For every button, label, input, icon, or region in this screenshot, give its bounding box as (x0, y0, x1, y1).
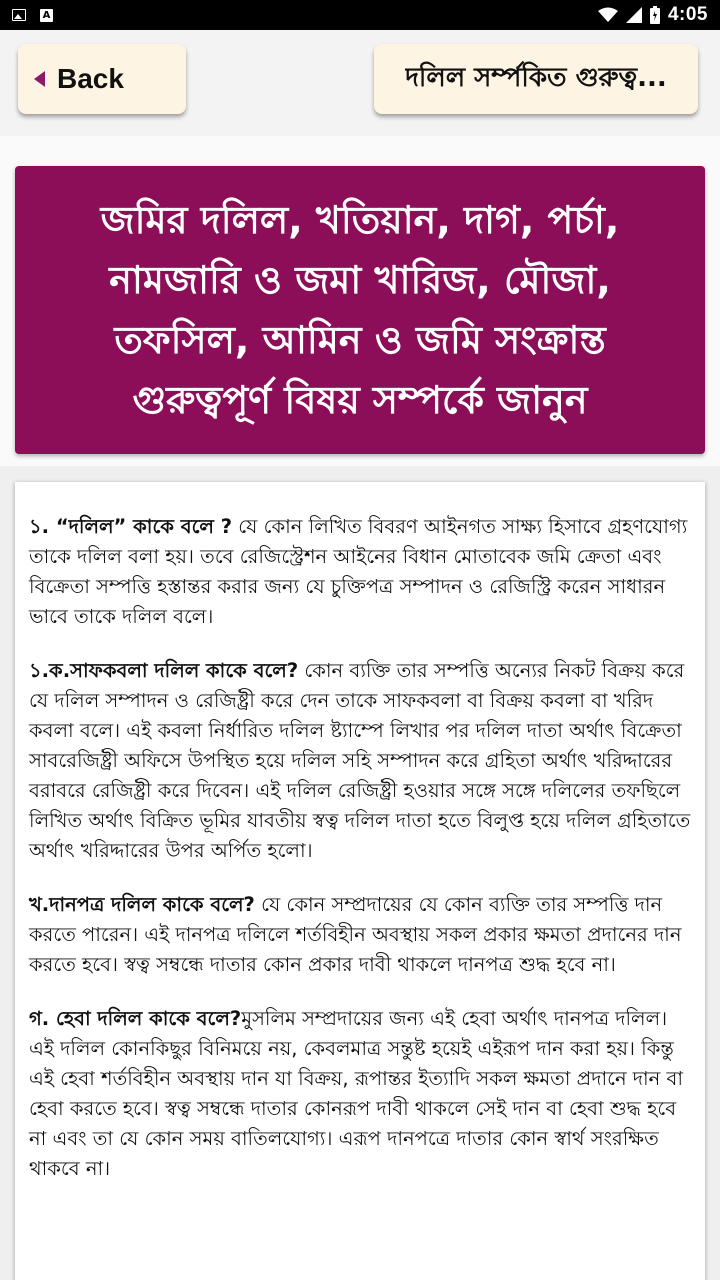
article-paragraph (29, 656, 691, 866)
page-title-button[interactable] (374, 44, 698, 114)
paragraph-body: কোন ব্যক্তি তার সম্পত্তি অন্যের নিকট বিক্রয় করে যে দলিল সম্পাদন ও রেজিষ্ট্রী করে দেন তাকে সাফকবলা বা বিক্রয় কবলা বা খরিদ কবলা বলে। এই কবলা নির্ধারিত দলিল ষ্ট্যাম্পে লিখার পর দলিল দাতা অর্থাৎ বিক্রেতা সাবরেজিষ্ট্রী অফিসে উপস্থিত হয়ে দলিল সহি সম্পাদন করে গ্রহিতা অর্থাৎ খরিদ্দারের বরাবরে রেজিষ্ট্রী করে দিবেন। এই দলিল রেজিষ্ট্রী হওয়ার সঙ্গে সঙ্গে দলিলের তফছিলে লিখিত অর্থাৎ বিক্রিত ভূমির যাবতীয় স্বত্ব দলিল দাতা হতে বিলুপ্ত হয়ে দলিল গ্রহিতাতে অর্থাৎ খরিদ্দারের উপর অর্পিত হলো। (29, 659, 691, 862)
paragraph-heading: খ.দানপত্র দলিল কাকে বলে? (29, 893, 255, 916)
image-icon (12, 9, 26, 21)
article-paragraph (29, 890, 691, 980)
banner-text: জমির দলিল, খতিয়ান, দাগ, পর্চা, নামজারি ও জমা খারিজ, মৌজা, তফসিল, আমিন ও জমি সংক্রান্ত গুরুত্বপূর্ণ বিষয় সম্পর্কে জানুন (100, 198, 620, 422)
paragraph-heading: ১. “দলিল” কাকে বলে ? (29, 515, 233, 538)
back-button[interactable] (18, 44, 186, 114)
paragraph-body: যে কোন সম্প্রদায়ের যে কোন ব্যক্তি তার সম্পত্তি দান করতে পারেন। এই দানপত্র দলিলে শর্তবিহীন অবস্থায় সকল প্রকার ক্ষমতা প্রদানের দান করতে হবে। স্বত্ব সম্বন্ধে দাতার কোন প্রকার দাবী থাকলে দানপত্র শুদ্ধ হবে না। (29, 893, 682, 976)
status-bar-left (12, 9, 53, 22)
article-paragraph (29, 1004, 691, 1184)
wifi-icon (598, 7, 618, 23)
paragraph-heading: ১.ক.সাফকবলা দলিল কাকে বলে? (29, 659, 299, 682)
paragraph-heading: গ. হেবা দলিল কাকে বলে? (29, 1007, 242, 1030)
page-title: দলিল সর্ম্পকিত গুরুত্ব... (405, 63, 667, 93)
clock: 4:05 (667, 4, 708, 25)
signal-icon (626, 7, 642, 23)
back-arrow-icon (34, 71, 45, 87)
article-paragraph (29, 512, 691, 632)
article-card[interactable] (15, 482, 705, 1280)
header (0, 30, 720, 136)
battery-icon (650, 6, 660, 24)
status-bar (0, 0, 720, 30)
topic-banner (15, 166, 705, 454)
paragraph-body: মুসলিম সম্প্রদায়ের জন্য এই হেবা অর্থাৎ দানপত্র দলিল। এই দলিল কোনকিছুর বিনিময়ে নয়, কেবলমাত্র সন্তুষ্ট হয়েই এইরূপ দান করা হয়। কিন্তু এই হেবা শর্তবিহীন অবস্থায় দান যা বিক্রয়, রূপান্তর ইত্যাদি সকল ক্ষমতা প্রদানে দান বা হেবা করতে হবে। স্বত্ব সম্বন্ধে দাতার কোনরূপ দাবী থাকলে সেই দান বা হেবা শুদ্ধ হবে না এবং তা যে কোন সময় বাতিলযোগ্য। এরূপ দানপত্রে দাতার কোন স্বার্থ সংরক্ষিত থাকবে না। (29, 1007, 684, 1180)
a-icon: A (40, 9, 53, 22)
paragraph-body: যে কোন লিখিত বিবরণ আইনগত সাক্ষ্য হিসাবে গ্রহণযোগ্য তাকে দলিল বলা হয়। তবে রেজিস্ট্রেশন আইনের বিধান মোতাবেক জমি ক্রেতা এবং বিক্রেতা সম্পত্তি হস্তান্তর করার জন্য যে চুক্তিপত্র সম্পাদন ও রেজিস্ট্রি করেন সাধারন ভাবে তাকে দলিল বলে। (29, 515, 688, 628)
back-label: Back (57, 63, 124, 94)
status-bar-right (598, 4, 708, 26)
